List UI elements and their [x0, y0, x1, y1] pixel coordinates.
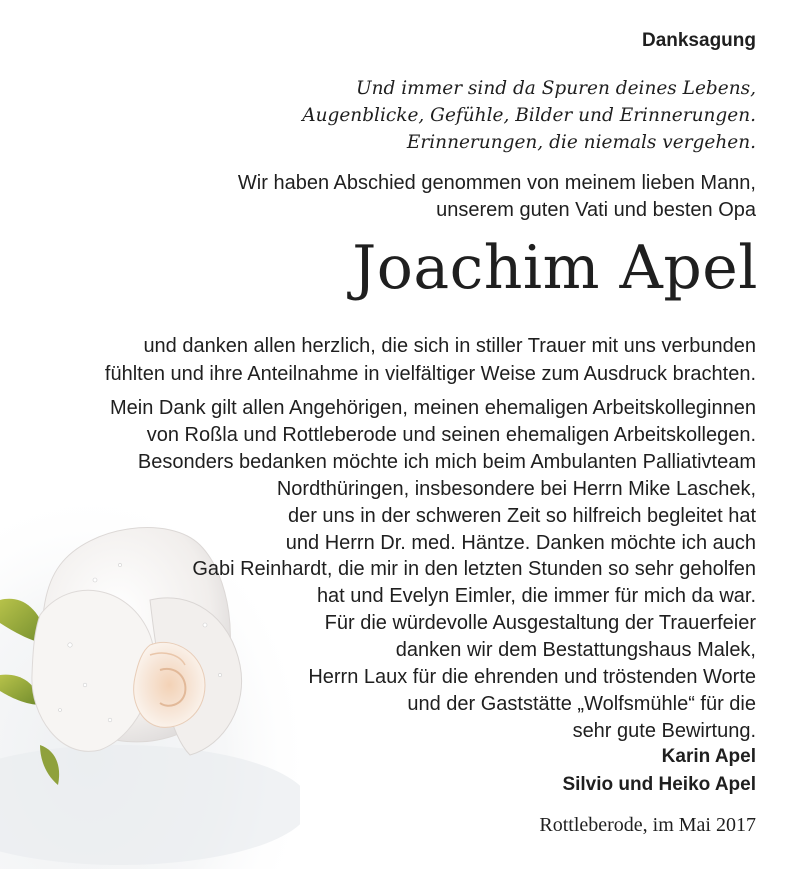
acknowledgement-line: hat und Evelyn Eimler, die immer für mich da war.: [316, 585, 756, 608]
poem-line: Augenblicke, Gefühle, Bilder und Erinnerungen.: [302, 105, 756, 126]
thanks-text: [105, 332, 756, 388]
signer-name: Silvio und Heiko Apel: [562, 774, 756, 795]
thanks-line: fühlten und ihre Anteilnahme in vielfältiger Weise zum Ausdruck brachten.: [104, 363, 756, 385]
intro-line: Wir haben Abschied genommen von meinem lieben Mann,: [237, 172, 756, 194]
acknowledgement-line: Besonders bedanken möchte ich mich beim Ambulanten Palliativteam: [137, 450, 756, 473]
acknowledgement-line: der uns in der schweren Zeit so hilfreich begleitet hat: [287, 504, 756, 527]
acknowledgement-line: sehr gute Bewirtung.: [572, 719, 756, 742]
acknowledgement-text: [110, 395, 756, 745]
poem-line: Erinnerungen, die niemals vergehen.: [406, 132, 756, 153]
acknowledgement-line: Gabi Reinhardt, die mir in den letzten Stunden so sehr geholfen: [192, 558, 756, 581]
signer-name: Karin Apel: [661, 746, 756, 767]
acknowledgement-line: und der Gaststätte „Wolfsmühle“ für die: [407, 692, 756, 715]
notice-heading: Danksagung: [641, 30, 756, 51]
poem-line: Und immer sind da Spuren deines Lebens,: [356, 78, 756, 99]
intro-line: unserem guten Vati und besten Opa: [436, 199, 756, 221]
acknowledgement-line: Nordthüringen, insbesondere bei Herrn Mike Laschek,: [276, 477, 756, 500]
place-date: Rottleberode, im Mai 2017: [539, 814, 756, 836]
acknowledgement-line: danken wir dem Bestattungshaus Malek,: [395, 639, 756, 662]
signers: [562, 743, 756, 799]
intro-text: [238, 170, 756, 224]
acknowledgement-line: und Herrn Dr. med. Häntze. Danken möchte ich auch: [285, 531, 756, 554]
acknowledgement-line: Mein Dank gilt allen Angehörigen, meinen ehemaligen Arbeitskolleginnen: [110, 397, 756, 419]
acknowledgement-line: Herrn Laux für die ehrenden und tröstenden Worte: [308, 666, 756, 689]
deceased-name: Joachim Apel: [352, 233, 758, 303]
thanks-line: und danken allen herzlich, die sich in stiller Trauer mit uns verbunden: [143, 335, 756, 357]
poem: [302, 75, 756, 156]
acknowledgement-line: von Roßla und Rottleberode und seinen ehemaligen Arbeitskollegen.: [146, 423, 756, 446]
acknowledgement-line: Für die würdevolle Ausgestaltung der Trauerfeier: [324, 612, 756, 635]
